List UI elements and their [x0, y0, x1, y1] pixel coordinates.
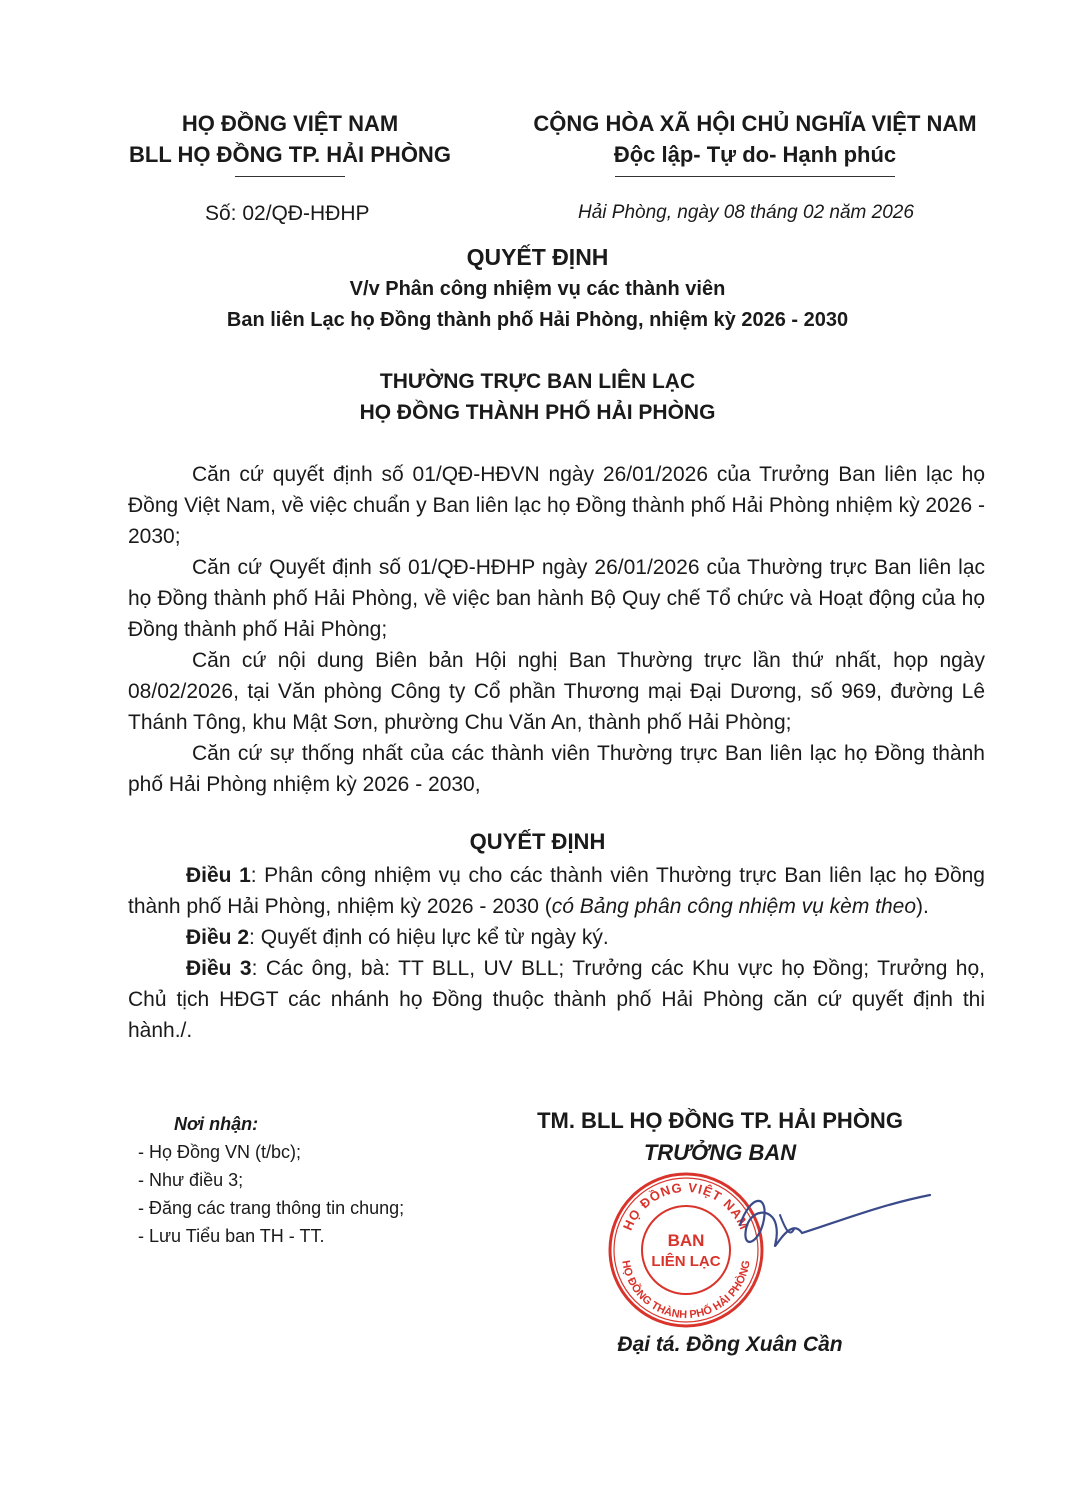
basis-paragraph: Căn cứ quyết định số 01/QĐ-HĐVN ngày 26/01/2026 của Trưởng Ban liên lạc họ Đồng Việt Nam, về việc chuẩn y Ban liên lạc họ Đồng thành phố Hải Phòng nhiệm kỳ 2026 - 2030;: [128, 463, 985, 548]
decision-heading: QUYẾT ĐỊNH: [469, 829, 606, 854]
signing-organization: TM. BLL HỌ ĐỒNG TP. HẢI PHÒNG: [537, 1108, 903, 1133]
articles: [128, 860, 985, 1046]
article-1-end: ).: [916, 895, 929, 918]
article-3: [128, 953, 985, 1046]
document-title-block: [0, 240, 1075, 336]
document-number: Số: 02/QĐ-HĐHP: [205, 202, 370, 225]
article-1-note: có Bảng phân công nhiệm vụ kèm theo: [551, 895, 917, 918]
national-motto-block: [520, 108, 990, 177]
article-1-label: Điều 1: [186, 864, 251, 887]
article-3-label: Điều 3: [186, 957, 252, 980]
basis-paragraph: Căn cứ sự thống nhất của các thành viên Thường trực Ban liên lạc họ Đồng thành phố Hải Phòng nhiệm kỳ 2026 - 2030,: [128, 742, 985, 796]
recipient-item: - Lưu Tiểu ban TH - TT.: [138, 1226, 325, 1246]
signer-name: Đại tá. Đồng Xuân Cần: [617, 1333, 843, 1356]
place-date: Hải Phòng, ngày 08 tháng 02 năm 2026: [578, 202, 914, 223]
recipients-title: Nơi nhận:: [174, 1114, 259, 1134]
article-1-text: : Phân công nhiệm vụ cho các thành viên Thường trực Ban liên lạc họ Đồng thành phố Hải Phòng, nhiệm kỳ 2026 - 2030 (: [128, 864, 985, 918]
issuer-underline: [235, 176, 345, 177]
legal-bases: [128, 459, 985, 800]
authority-block: [0, 366, 1075, 428]
document-subject-2: Ban liên Lạc họ Đồng thành phố Hải Phòng, nhiệm kỳ 2026 - 2030: [226, 309, 849, 331]
article-2: [128, 922, 985, 953]
authority-line-2: HỌ ĐỒNG THÀNH PHỐ HẢI PHÒNG: [359, 401, 716, 424]
recipient-item: - Như điều 3;: [138, 1170, 244, 1190]
motto-underline: [615, 176, 895, 177]
recipient-item: - Đăng các trang thông tin chung;: [138, 1198, 405, 1218]
recipients-list: [138, 1138, 404, 1250]
handwritten-signature-icon: [720, 1185, 940, 1275]
national-motto: Độc lập- Tự do- Hạnh phúc: [613, 142, 897, 167]
article-3-text: : Các ông, bà: TT BLL, UV BLL; Trưởng các Khu vực họ Đồng; Trưởng họ, Chủ tịch HĐGT các nhánh họ Đồng thuộc thành phố Hải Phòng căn cứ quyết định thi hành./.: [128, 957, 985, 1042]
recipients-block: [138, 1110, 404, 1250]
article-1: [128, 860, 985, 922]
seal-outer-bottom: HỌ ĐỒNG THÀNH PHỐ HẢI PHÒNG: [619, 1259, 753, 1322]
authority-line-1: THƯỜNG TRỰC BAN LIÊN LẠC: [379, 370, 696, 393]
basis-paragraph: Căn cứ nội dung Biên bản Hội nghị Ban Thường trực lần thứ nhất, họp ngày 08/02/2026, tại Văn phòng Công ty Cổ phần Thương mại Đại Dương, số 969, đường Lê Thánh Tông, khu Mật Sơn, phường Chu Văn An, thành phố Hải Phòng;: [128, 649, 985, 734]
national-title: CỘNG HÒA XÃ HỘI CHỦ NGHĨA VIỆT NAM: [533, 111, 977, 136]
article-2-label: Điều 2: [186, 926, 250, 949]
document-subject-1: V/v Phân công nhiệm vụ các thành viên: [349, 278, 726, 300]
recipient-item: - Họ Đồng VN (t/bc);: [138, 1142, 302, 1162]
seal-outer-top: HỌ ĐỒNG VIỆT NAM: [619, 1179, 753, 1233]
issuer-block: [120, 108, 460, 177]
article-2-text: : Quyết định có hiệu lực kể từ ngày ký.: [249, 926, 609, 949]
seal-center-1: BAN: [667, 1231, 705, 1250]
signature-block: [520, 1105, 920, 1169]
document-title: QUYẾT ĐỊNH: [466, 244, 609, 270]
issuer-line-1: HỌ ĐỒNG VIỆT NAM: [181, 111, 399, 136]
signing-role: TRƯỞNG BAN: [643, 1140, 797, 1165]
issuer-line-2: BLL HỌ ĐỒNG TP. HẢI PHÒNG: [129, 142, 451, 167]
basis-paragraph: Căn cứ Quyết định số 01/QĐ-HĐHP ngày 26/01/2026 của Thường trực Ban liên lạc họ Đồng thành phố Hải Phòng, về việc ban hành Bộ Quy chế Tổ chức và Hoạt động của họ Đồng thành phố Hải Phòng;: [128, 556, 985, 641]
seal-center-2: LIÊN LẠC: [651, 1253, 721, 1270]
